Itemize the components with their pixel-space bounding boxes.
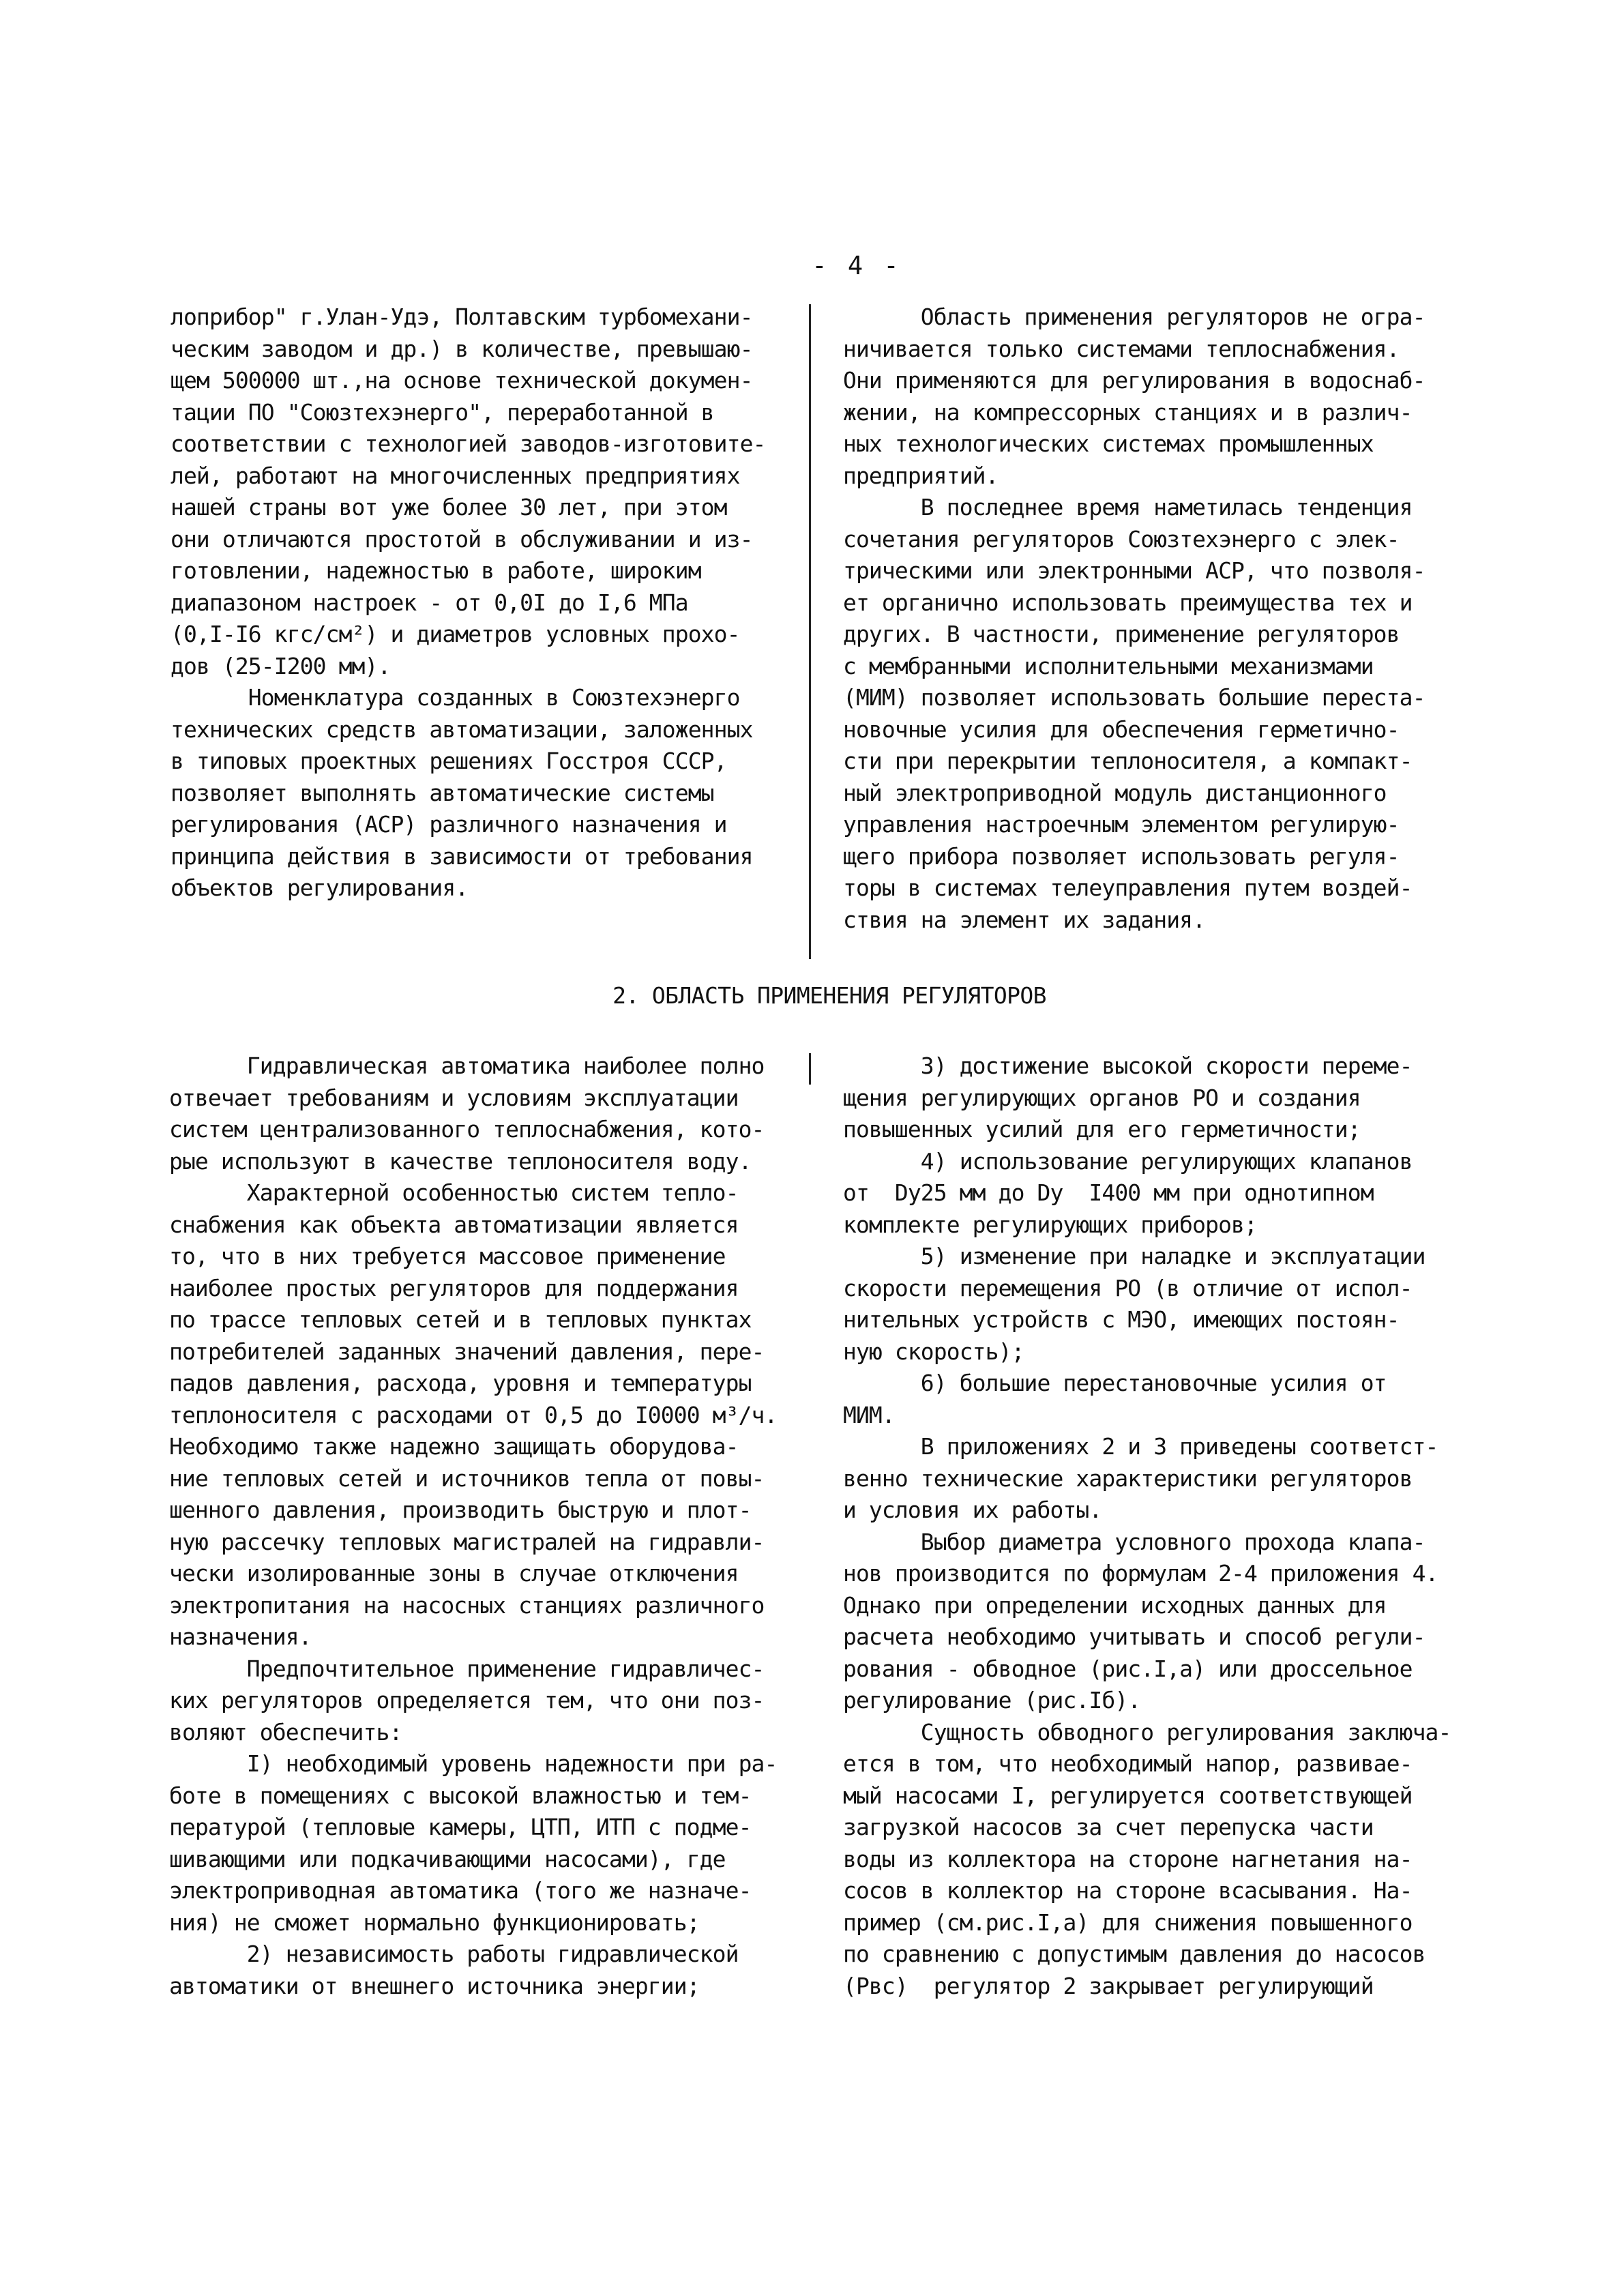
text-line: ных технологических системах промышленных [843,430,1374,457]
text-line: ный электроприводной модуль дистанционного [843,779,1387,806]
text-line: теплоносителя с расходами от 0,5 до I0000 м³/ч. [169,1401,778,1428]
text-line: по сравнению с допустимым давления до насосов [843,1941,1425,1967]
text-line: они отличаются простотой в обслуживании и из- [171,525,753,553]
text-line: мый насосами I, регулируется соответствующей [843,1782,1413,1809]
text-line: соответствии с технологией заводов-изготовите- [171,430,766,457]
text-line: сосов в коллектор на стороне всасывания. На- [843,1877,1413,1904]
text-line: электропитания на насосных станциях различного [169,1591,765,1619]
column-divider-bottom [809,1053,811,1085]
text-line: снабжения как объекта автоматизации является [169,1211,739,1238]
text-line: падов давления, расхода, уровня и температуры [169,1370,752,1396]
text-line: то, что в них требуется массовое применение [169,1243,726,1269]
text-line: наиболее простых регуляторов для поддержания [169,1274,739,1301]
text-line: торы в системах телеуправления путем воздей- [843,874,1413,901]
text-line: чески изолированные зоны в случае отключения [169,1560,739,1587]
text-line: рые используют в качестве теплоносителя воду. [169,1147,752,1175]
text-line: скорости перемещения РО (в отличие от испол- [843,1274,1413,1301]
text-line: нашей страны вот уже более 30 лет, при этом [171,494,727,520]
text-line: шенного давления, производить быструю и плот- [169,1497,752,1523]
text-line: готовлении, надежностью в работе, широким [171,557,701,584]
text-line: управления настроечным элементом регулирую- [843,811,1400,838]
text-line: Гидравлическая автоматика наиболее полно [169,1053,765,1079]
text-line: 4) использование регулирующих клапанов [843,1147,1413,1175]
text-line: отвечает требованиям и условиям эксплуатации [169,1084,739,1111]
text-line: технических средств автоматизации, заложенных [171,716,753,743]
text-line: ничивается только системами теплоснабжения. [843,335,1400,362]
text-line: 5) изменение при наладке и эксплуатации [843,1243,1425,1269]
text-line: (0,I-I6 кгс/см²) и диаметров условных прохо- [171,621,740,647]
text-line: лей, работают на многочисленных предприятиях [171,462,740,489]
text-line: щем 500000 шт.,на основе технической докумен- [171,367,753,394]
text-line: и условия их работы. [843,1497,1102,1523]
text-line: регулирования (АСР) различного назначения и [171,811,727,838]
text-line: боте в помещениях с высокой влажностью и тем- [169,1782,752,1809]
top-left-column [171,301,798,904]
text-line: электроприводная автоматика (того же назначе- [169,1877,752,1904]
text-line: других. В частности, применение регуляторов [843,621,1400,647]
text-line: шивающими или подкачивающими насосами), где [169,1845,726,1872]
text-line: назначения. [169,1623,312,1650]
text-line: Необходимо также надежно защищать оборудова- [169,1433,739,1460]
text-line: Однако при определении исходных данных для [843,1591,1387,1619]
text-line: I) необходимый уровень надежности при ра- [169,1750,778,1777]
text-line: Они применяются для регулирования в водоснаб- [843,367,1425,394]
text-line: Предпочтительное применение гидравличес- [169,1655,765,1682]
column-divider-top [809,304,811,959]
text-line: жении, на компрессорных станциях и в различ- [843,398,1413,426]
text-line: сти при перекрытии теплоносителя, а компакт- [843,748,1413,774]
text-line: Характерной особенностью систем тепло- [169,1179,739,1206]
text-line: от Dу25 мм до Dу I400 мм при однотипном [843,1179,1374,1206]
text-line: Выбор диаметра условного прохода клапа- [843,1528,1425,1555]
text-line: (Pвс) регулятор 2 закрывает регулирующий [843,1972,1374,1999]
text-line: диапазоном настроек - от 0,0I до I,6 МПа [171,589,688,616]
text-line: рования - обводное (рис.I,а) или дроссельное [843,1655,1413,1682]
text-line: воляют обеспечить: [169,1718,402,1746]
text-line: (МИМ) позволяет использовать большие переста- [843,684,1425,711]
text-line: повышенных усилий для его герметичности; [843,1116,1361,1143]
text-line: с мембранными исполнительными механизмами [843,652,1374,679]
text-line: принципа действия в зависимости от требования [171,842,753,870]
text-line: ет органично использовать преимущества тех и [843,589,1413,616]
text-line: трическими или электронными АСР, что позволя- [843,557,1425,584]
text-line: Сущность обводного регулирования заключа- [843,1718,1451,1746]
section-heading: 2. ОБЛАСТЬ ПРИМЕНЕНИЯ РЕГУЛЯТОРОВ [612,982,1046,1009]
text-line: комплекте регулирующих приборов; [843,1211,1257,1238]
text-line: систем централизованного теплоснабжения, кото- [169,1116,765,1143]
text-line: пературой (тепловые камеры, ЦТП, ИТП с подме- [169,1814,752,1840]
top-right-column [843,301,1443,936]
text-line: В приложениях 2 и 3 приведены соответст- [843,1433,1438,1460]
bottom-right-column [843,1050,1451,2002]
text-line: ную рассечку тепловых магистралей на гидравли- [169,1528,765,1555]
text-line: позволяет выполнять автоматические системы [171,779,714,806]
text-line: предприятий. [843,462,999,489]
text-line: Номенклатура созданных в Союзтехэнерго [171,684,740,711]
text-line: ких регуляторов определяется тем, что они поз- [169,1687,765,1713]
text-line: ние тепловых сетей и источников тепла от повы- [169,1465,765,1492]
text-line: ческим заводом и др.) в количестве, превышаю- [171,335,753,362]
text-line: лоприбор" г.Улан-Удэ, Полтавским турбомехани- [171,304,753,330]
text-line: в типовых проектных решениях Госстроя СССР, [171,748,727,774]
text-line: венно технические характеристики регуляторов [843,1465,1413,1492]
text-line: сочетания регуляторов Союзтехэнерго с элек- [843,525,1400,553]
text-line: автоматики от внешнего источника энергии; [169,1972,700,1999]
text-line: потребителей заданных значений давления, пере- [169,1338,765,1365]
bottom-left-column [169,1050,810,2002]
text-line: Область применения регуляторов не огра- [843,304,1425,330]
text-line: ется в том, что необходимый напор, развивае- [843,1750,1413,1777]
text-line: тации ПО "Союзтехэнерго", переработанной в [171,398,714,426]
text-line: 2) независимость работы гидравлической [169,1941,739,1967]
page-number: - 4 - [812,251,902,280]
text-line: объектов регулирования. [171,874,469,901]
text-line: В последнее время наметилась тенденция [843,494,1413,520]
text-line: регулирование (рис.Iб). [843,1687,1141,1713]
text-line: МИМ. [843,1401,895,1428]
text-line: нительных устройств с МЭО, имеющих постоян- [843,1306,1400,1333]
text-line: загрузкой насосов за счет перепуска части [843,1814,1374,1840]
text-line: пример (см.рис.I,а) для снижения повышенного [843,1909,1413,1936]
text-line: ствия на элемент их задания. [843,906,1206,933]
text-line: расчета необходимо учитывать и способ регули- [843,1623,1425,1650]
text-line: ную скорость); [843,1338,1024,1365]
text-line: новочные усилия для обеспечения герметично- [843,716,1400,743]
text-line: 6) большие перестановочные усилия от [843,1370,1387,1396]
text-line: щения регулирующих органов РО и создания [843,1084,1361,1111]
text-line: по трассе тепловых сетей и в тепловых пунктах [169,1306,752,1333]
text-line: дов (25-I200 мм). [171,652,391,679]
text-line: нов производится по формулам 2-4 приложения 4. [843,1560,1438,1587]
text-line: щего прибора позволяет использовать регуля- [843,842,1400,870]
text-line: ния) не сможет нормально функционировать; [169,1909,700,1936]
text-line: воды из коллектора на стороне нагнетания на- [843,1845,1413,1872]
text-line: 3) достижение высокой скорости переме- [843,1053,1413,1079]
